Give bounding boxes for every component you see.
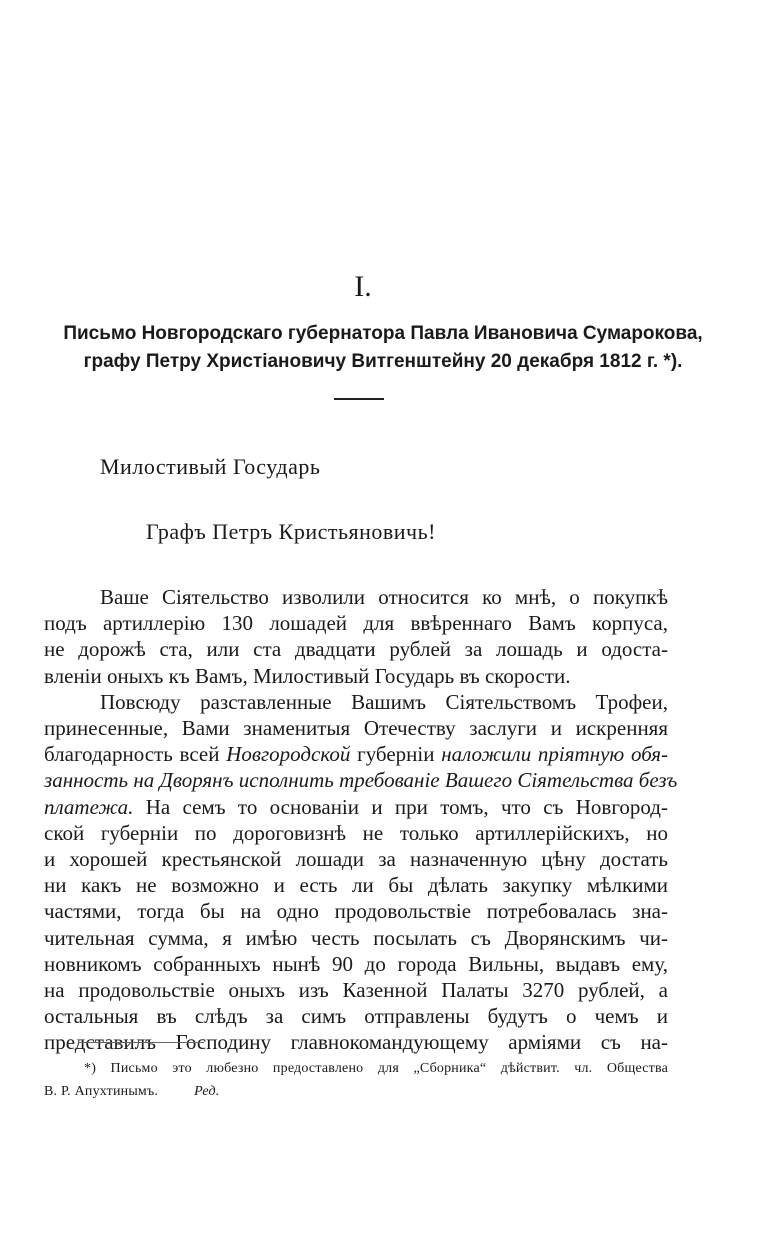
editor-mark: Ред. <box>194 1084 220 1099</box>
body-line: на продовольствіе оныхъ изъ Казенной Палаты 3270 рублей, а <box>44 978 668 1003</box>
italic-text-span: Новгородской <box>226 742 351 767</box>
heading-line: графу Петру Христіановичу Витгенштейну 20 декабря 1812 г. *). <box>83 351 683 372</box>
body-line <box>44 794 668 820</box>
italic-text-span: платежа. <box>44 794 134 819</box>
footnote-text: В. Р. Апухтинымъ. <box>44 1084 159 1099</box>
body-text-span: благодарность всей <box>44 742 227 767</box>
body-line: ни какъ не возможно и есть ли бы дѣлать закупку мѣлкими <box>44 873 668 898</box>
body-line: Повсюду разставленные Вашимъ Сіятельствомъ Трофеи, <box>100 689 668 714</box>
heading-line: Письмо Новгородскаго губернатора Павла Ивановича Сумарокова, <box>63 323 703 344</box>
letter-heading <box>40 320 726 376</box>
footnote-line <box>44 1080 668 1103</box>
body-line: ской губерніи по дороговизнѣ не только артиллерійскихъ, но <box>44 820 668 845</box>
body-line: чительная сумма, я имѣю честь посылать съ Дворянскимъ чи- <box>44 925 668 950</box>
heading-divider <box>334 398 384 400</box>
body-line: частями, тогда бы на одно продовольствіе потребовалась зна- <box>44 899 668 924</box>
letter-body <box>44 584 678 1056</box>
italic-text-span: наложили пріятную обя- <box>441 742 668 767</box>
body-line: подъ артиллерію 130 лошадей для ввѣреннаго Вамъ корпуса, <box>44 611 668 636</box>
section-number: I. <box>354 270 372 303</box>
body-line: вленіи оныхъ къ Вамъ, Милостивый Государь въ скорости. <box>44 663 571 688</box>
footnote-line: *) Письмо это любезно предоставлено для „Сборника“ дѣйствит. чл. Общества <box>84 1061 668 1076</box>
body-line: новникомъ собранныхъ нынѣ 90 до города Вильны, выдавъ ему, <box>44 951 668 976</box>
salutation: Милостивый Государь <box>100 454 321 479</box>
body-line: занность на Дворянъ исполнить требованіе Вашего Сіятельства безъ <box>44 768 678 793</box>
addressee-line: Графъ Петръ Кристьяновичь! <box>146 519 436 544</box>
body-line: не дорожѣ ста, или ста двадцати рублей за лошадь и одоста- <box>44 637 668 662</box>
body-text-span: На семъ то основаніи и при томъ, что съ Новгород- <box>133 794 668 819</box>
body-line: представилъ Господину главнокомандующему арміями съ на- <box>44 1030 668 1055</box>
body-line: и хорошей крестьянской лошади за назначенную цѣну достать <box>44 847 668 872</box>
footnote-rule <box>78 1042 204 1043</box>
body-line: остальныя въ слѣдъ за симъ отправлены будутъ о чемъ и <box>44 1004 668 1029</box>
body-line <box>44 741 668 767</box>
body-line: Ваше Сіятельство изволили относится ко мнѣ, о покупкѣ <box>100 585 668 609</box>
footnote <box>44 1057 668 1103</box>
body-line: принесенные, Вами знаменитыя Отечеству заслуги и искренняя <box>44 716 668 741</box>
body-text-span: губерніи <box>350 742 442 767</box>
